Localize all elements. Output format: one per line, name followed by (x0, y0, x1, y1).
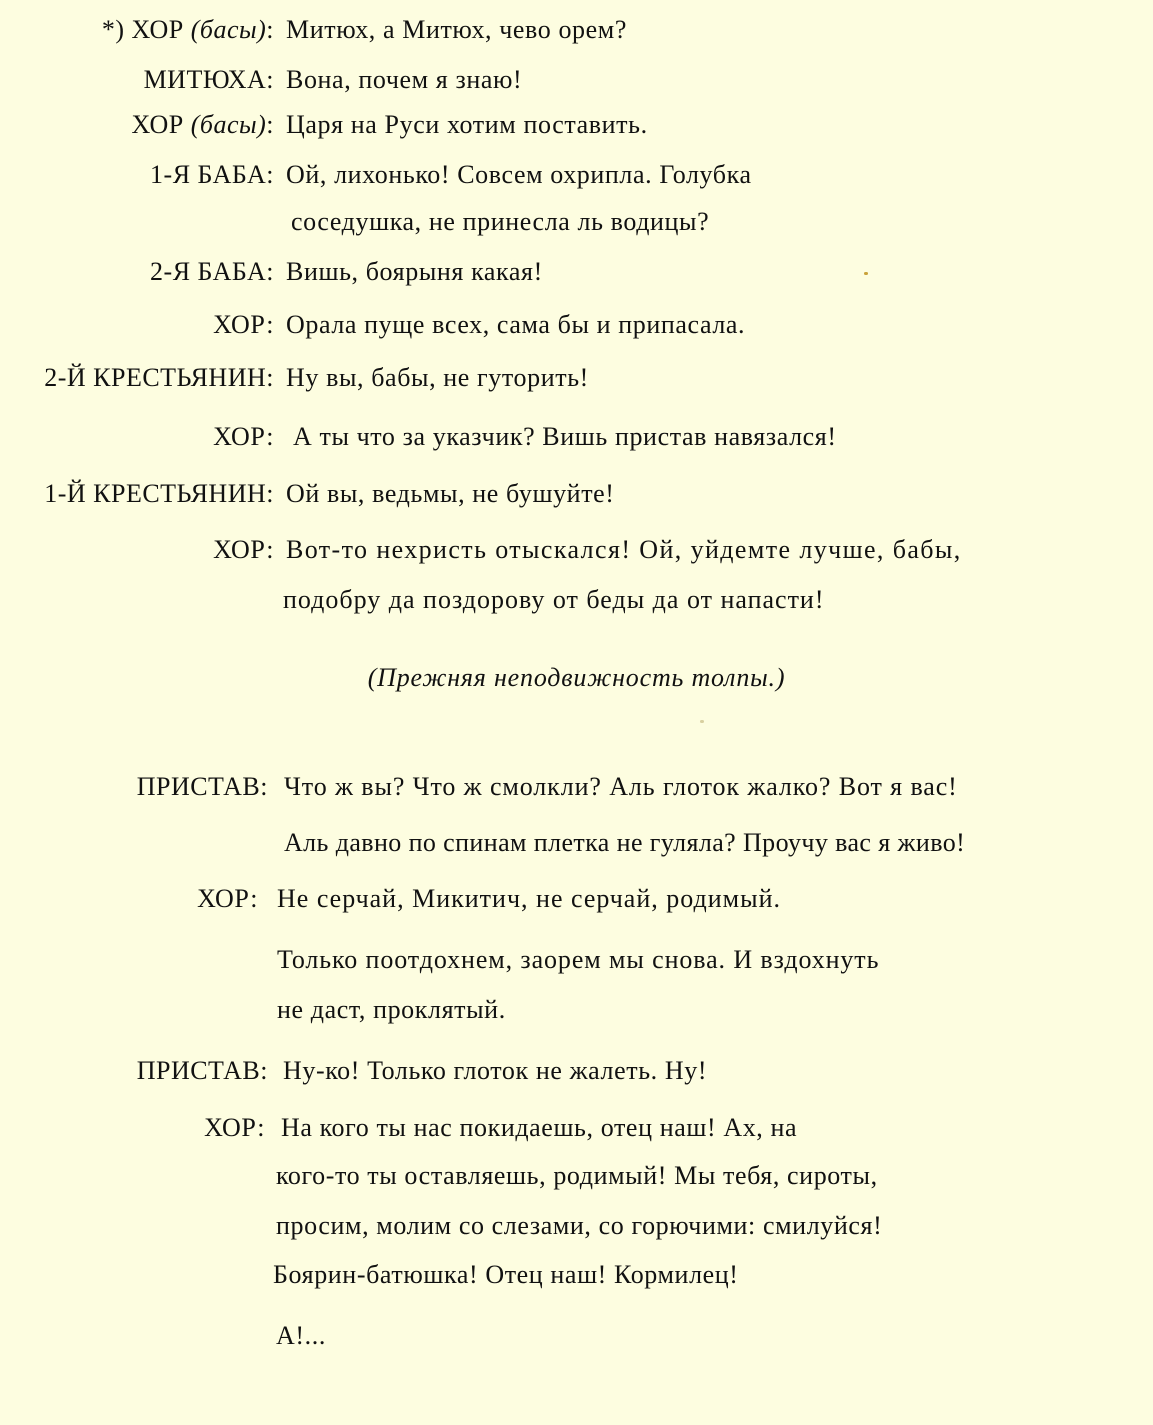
footnote-mark: *) (101, 15, 132, 44)
colon: : (266, 257, 274, 286)
line-text: Митюх, а Митюх, чево орем? (286, 15, 627, 44)
dialogue-line (0, 252, 1153, 292)
dialogue-continuation (0, 940, 1153, 980)
scan-speck (864, 272, 868, 275)
dialogue-line (0, 358, 1153, 398)
line-text: Царя на Руси хотим поставить. (286, 110, 648, 139)
speaker-name: 1-Й КРЕСТЬЯНИН (44, 479, 267, 508)
dialogue-line (0, 1108, 1153, 1148)
line-text: подобру да поздорову от беды да от напасти! (283, 585, 825, 614)
speaker-name: ПРИСТАВ (136, 772, 261, 801)
speaker-name: 1-Я БАБА (150, 160, 267, 189)
speaker-label (44, 474, 274, 514)
line-text: кого-то ты оставляешь, родимый! Мы тебя, сироты, (276, 1161, 878, 1190)
line-text: просим, молим со слезами, со горючими: смилуйся! (276, 1211, 883, 1240)
dialogue-continuation (0, 823, 1153, 863)
line-text: Что ж вы? Что ж смолкли? Аль глоток жалко? Вот я вас! (284, 772, 958, 801)
line-text: Ну-ко! Только глоток не жалеть. Ну! (283, 1056, 708, 1085)
scan-speck (700, 720, 704, 723)
speaker-label (137, 767, 268, 807)
dialogue-line (0, 417, 1153, 457)
line-text: Вот-то нехристь отыскался! Ой, уйдемте лучше, бабы, (286, 535, 962, 564)
speaker-qualifier: (басы) (190, 15, 267, 44)
speaker-name: ХОР (131, 15, 184, 44)
dialogue-line (0, 474, 1153, 514)
speaker-name: ХОР (213, 422, 267, 451)
colon: : (266, 65, 274, 94)
line-text: Боярин-батюшка! Отец наш! Кормилец! (273, 1260, 739, 1289)
colon: : (260, 772, 268, 801)
dialogue-continuation (0, 1156, 1153, 1196)
speaker-label (144, 60, 274, 100)
line-text: А ты что за указчик? Вишь пристав навязался! (293, 422, 837, 451)
colon: : (266, 535, 274, 564)
colon: : (266, 160, 274, 189)
speaker-name: МИТЮХА (143, 65, 267, 94)
line-text: Вишь, боярыня какая! (286, 257, 543, 286)
speaker-label (132, 105, 274, 145)
speaker-name: ХОР (197, 884, 251, 913)
speaker-label (102, 10, 274, 50)
speaker-name: ХОР (204, 1113, 258, 1142)
dialogue-continuation (0, 1206, 1153, 1246)
speaker-name: ПРИСТАВ (136, 1056, 261, 1085)
line-text: не даст, проклятый. (277, 995, 506, 1024)
colon: : (266, 363, 274, 392)
dialogue-continuation (0, 990, 1153, 1030)
line-text: На кого ты нас покидаешь, отец наш! Ах, на (281, 1113, 798, 1142)
colon: : (266, 310, 274, 339)
stage-direction: (Прежняя неподвижность толпы.) (367, 663, 786, 692)
speaker-label (213, 305, 274, 345)
line-text: Ну вы, бабы, не гуторить! (286, 363, 589, 392)
dialogue-line (0, 879, 1153, 919)
speaker-name: 2-Я БАБА (150, 257, 267, 286)
line-text: Не серчай, Микитич, не серчай, родимый. (277, 884, 781, 913)
dialogue-line (0, 305, 1153, 345)
colon: : (257, 1113, 265, 1142)
colon: : (266, 479, 274, 508)
speaker-label (204, 1108, 265, 1148)
speaker-qualifier: (басы) (190, 110, 267, 139)
dialogue-line (0, 530, 1153, 570)
speaker-name: ХОР (213, 310, 267, 339)
dialogue-continuation (0, 202, 1153, 242)
dialogue-line (0, 10, 1153, 50)
line-text: соседушка, не принесла ль водицы? (291, 207, 710, 236)
line-text: Вона, почем я знаю! (286, 65, 523, 94)
speaker-label (44, 358, 274, 398)
dialogue-line (0, 60, 1153, 100)
colon: : (250, 884, 258, 913)
dialogue-continuation (0, 580, 1153, 620)
line-text: А!... (276, 1321, 326, 1350)
line-text: Ой, лихонько! Совсем охрипла. Голубка (286, 160, 752, 189)
speaker-label (197, 879, 258, 919)
speaker-name: 2-Й КРЕСТЬЯНИН (44, 363, 267, 392)
speaker-name: ХОР (213, 535, 267, 564)
speaker-label (137, 1051, 268, 1091)
dialogue-line (0, 767, 1153, 807)
line-text: Ой вы, ведьмы, не бушуйте! (286, 479, 615, 508)
speaker-label (150, 155, 274, 195)
colon: : (266, 15, 274, 44)
line-text: Только поотдохнем, заорем мы снова. И вздохнуть (277, 945, 880, 974)
line-text: Орала пуще всех, сама бы и припасала. (286, 310, 746, 339)
dialogue-line (0, 105, 1153, 145)
dialogue-continuation (0, 1316, 1153, 1356)
dialogue-continuation (0, 1255, 1153, 1295)
speaker-label (150, 252, 274, 292)
speaker-label (213, 530, 274, 570)
dialogue-line (0, 155, 1153, 195)
speaker-label (213, 417, 274, 457)
dialogue-line (0, 1051, 1153, 1091)
speaker-name: ХОР (131, 110, 184, 139)
colon: : (266, 110, 274, 139)
colon: : (260, 1056, 268, 1085)
line-text: Аль давно по спинам плетка не гуляла? Проучу вас я живо! (284, 828, 966, 857)
colon: : (266, 422, 274, 451)
